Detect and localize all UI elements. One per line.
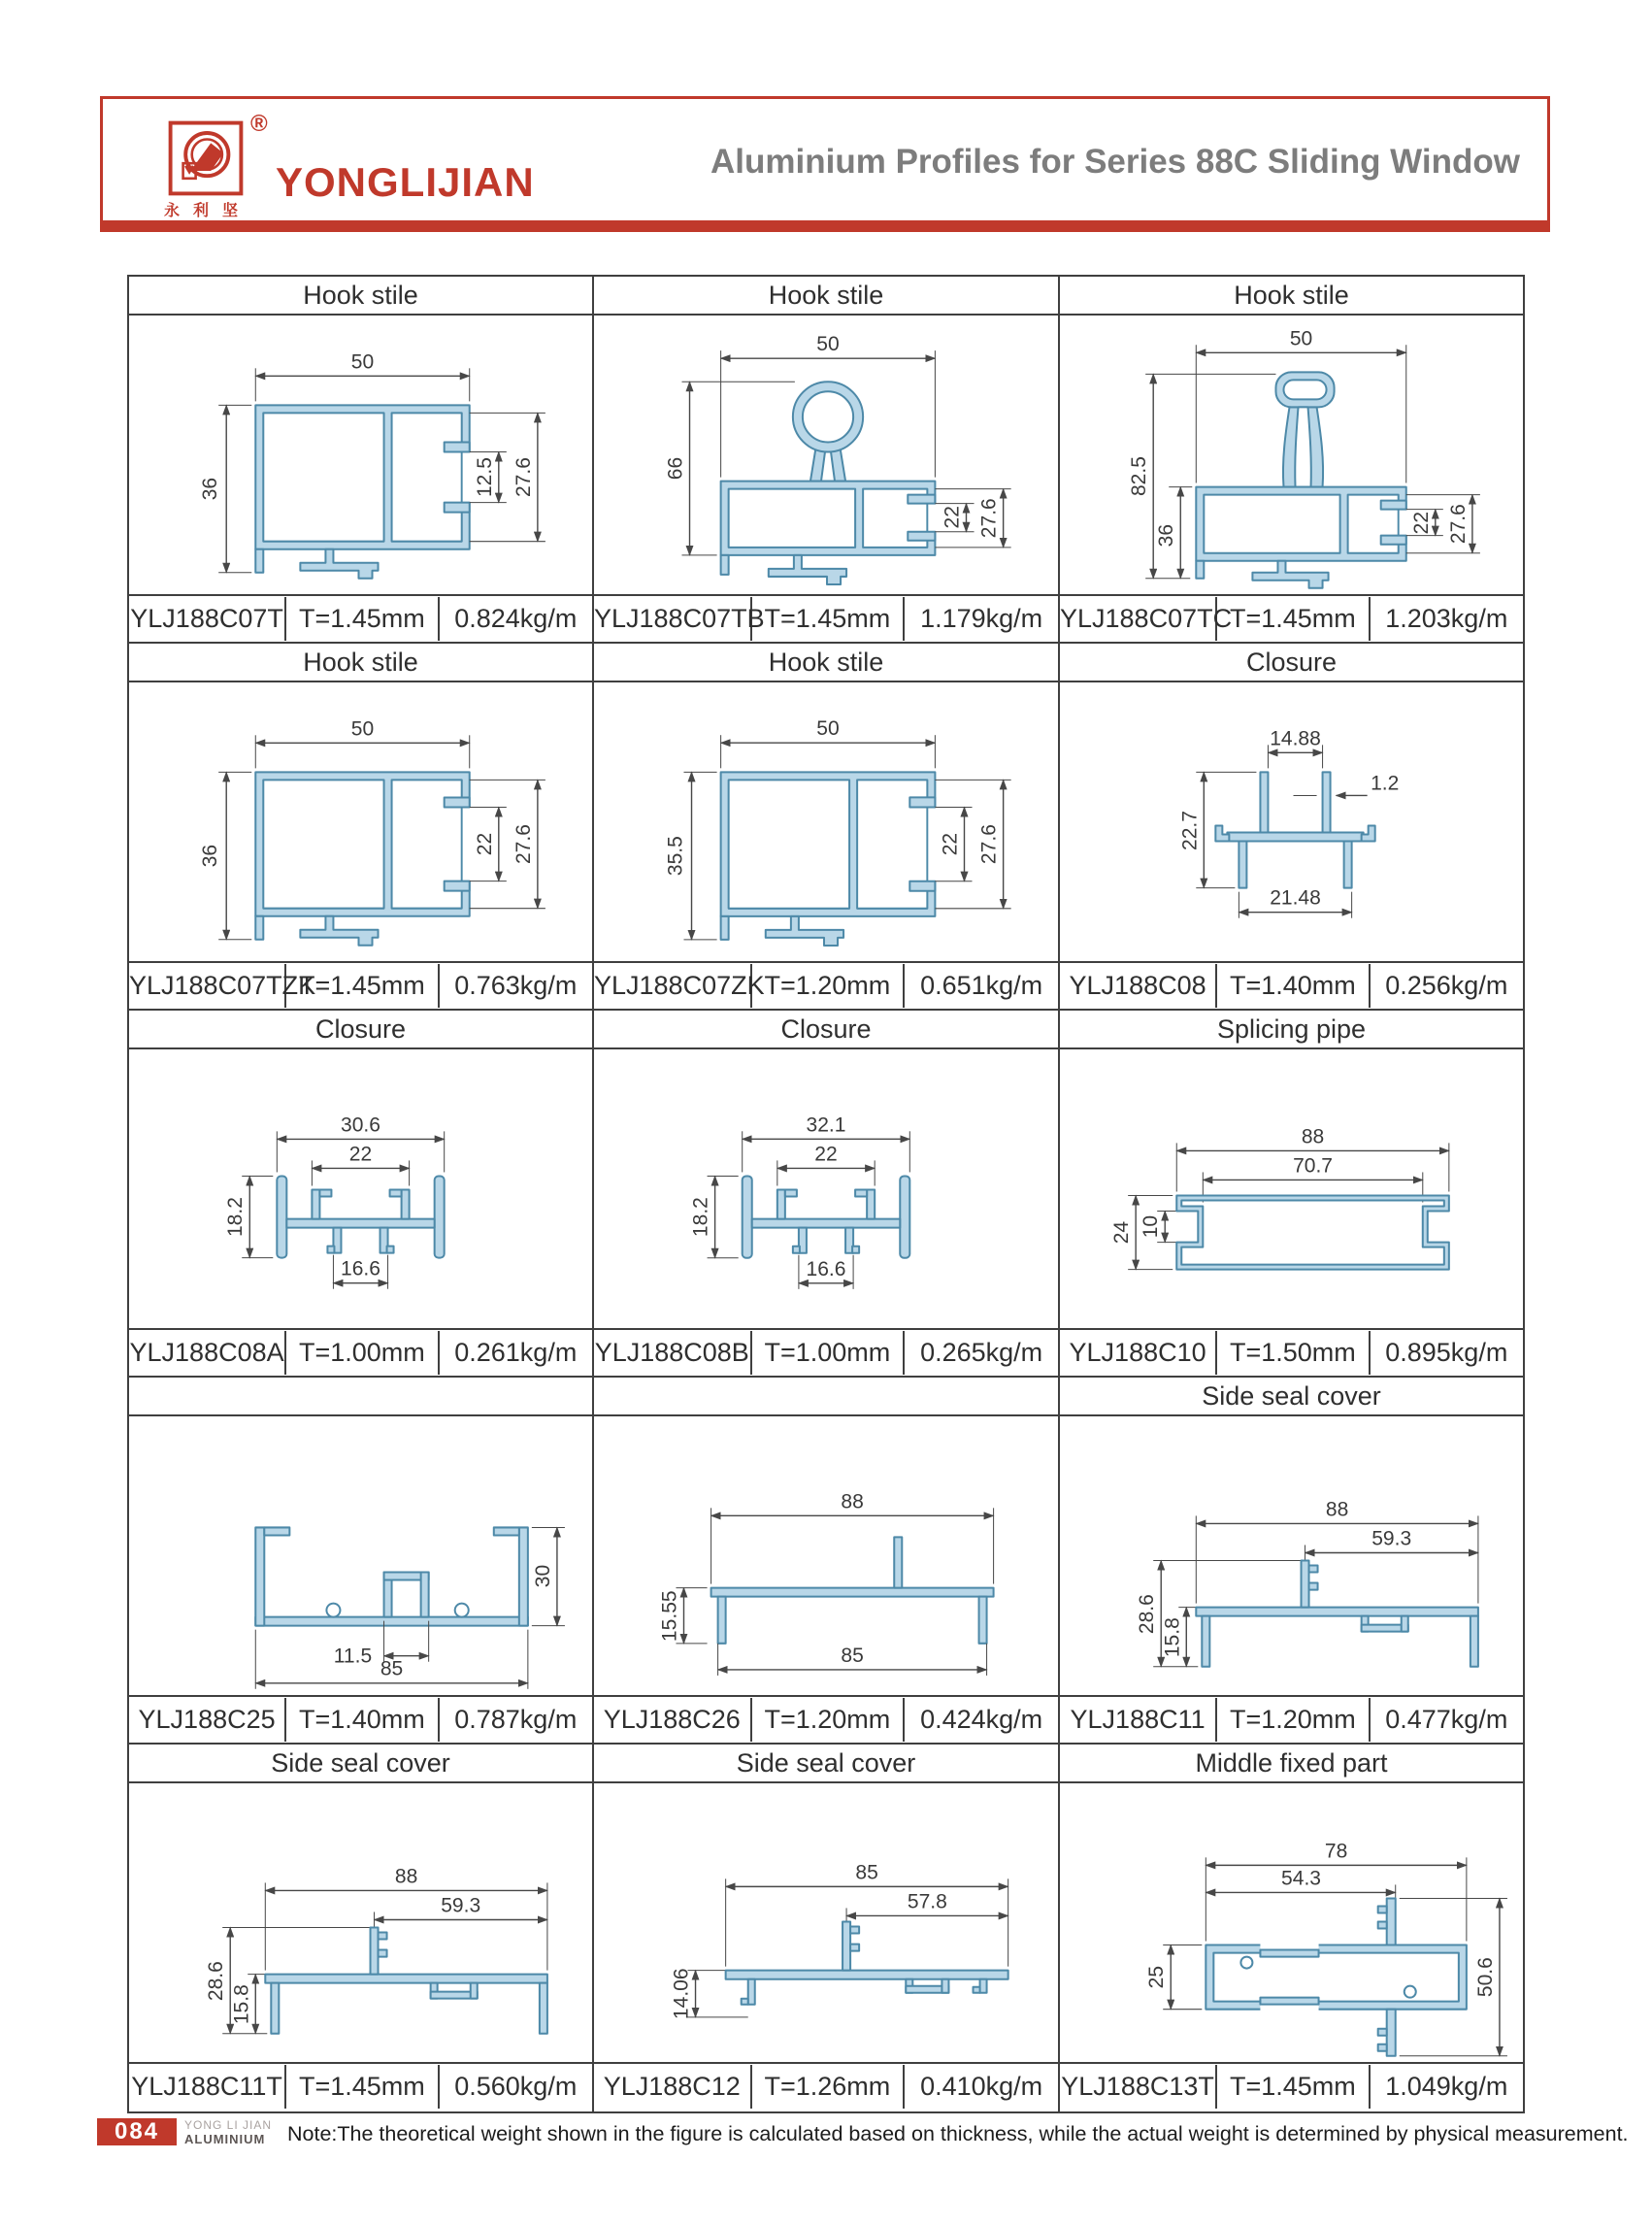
svg-text:50: 50 — [816, 717, 840, 741]
profile-title: Hook stile — [594, 277, 1058, 316]
profile-info — [594, 2062, 1058, 2110]
profile-card — [129, 1378, 594, 1745]
svg-text:25: 25 — [1145, 1965, 1169, 1989]
profile-drawing — [129, 316, 592, 594]
thickness: T=1.45mm — [286, 597, 439, 641]
profile-title: Hook stile — [594, 644, 1058, 682]
profile-drawing — [594, 682, 1058, 961]
weight: 1.049kg/m — [1385, 2072, 1508, 2101]
profile-drawing — [129, 682, 592, 961]
profile-title — [129, 1378, 592, 1416]
svg-text:85: 85 — [841, 1644, 864, 1667]
svg-text:22: 22 — [473, 832, 496, 856]
thickness: T=1.45mm — [1217, 2065, 1370, 2109]
svg-text:54.3: 54.3 — [1281, 1867, 1321, 1890]
weight: 0.895kg/m — [1385, 1338, 1508, 1367]
model-code: YLJ188C10 — [1060, 1331, 1217, 1375]
weight: 1.179kg/m — [920, 604, 1043, 633]
svg-text:22.7: 22.7 — [1178, 811, 1202, 850]
thickness: T=1.50mm — [1217, 1331, 1370, 1375]
profile-title: Side seal cover — [129, 1745, 592, 1783]
weight: 0.787kg/m — [454, 1705, 578, 1734]
brand-wordmark: YONGLIJIAN — [276, 159, 535, 205]
profile-title: Side seal cover — [1060, 1378, 1523, 1416]
profile-info — [1060, 594, 1523, 642]
profile-drawing — [1060, 682, 1523, 961]
svg-text:27.6: 27.6 — [1446, 504, 1470, 545]
header-box — [100, 96, 1550, 223]
profile-card — [594, 277, 1060, 644]
svg-text:88: 88 — [1301, 1125, 1325, 1148]
profile-info — [129, 594, 592, 642]
weight: 1.203kg/m — [1385, 604, 1508, 633]
svg-text:35.5: 35.5 — [664, 836, 687, 877]
profile-drawing — [594, 316, 1058, 594]
svg-text:18.2: 18.2 — [224, 1197, 248, 1238]
profile-title: Hook stile — [129, 277, 592, 316]
profile-drawing — [594, 1049, 1058, 1328]
thickness: T=1.40mm — [286, 1698, 439, 1742]
svg-text:21.48: 21.48 — [1270, 886, 1321, 910]
model-code: YLJ188C07TB — [594, 597, 752, 641]
svg-text:88: 88 — [841, 1490, 864, 1513]
profile-info — [1060, 2062, 1523, 2110]
svg-text:50: 50 — [350, 717, 375, 741]
svg-text:50: 50 — [1289, 327, 1313, 350]
profile-info — [1060, 961, 1523, 1009]
profile-card — [129, 1011, 594, 1378]
svg-text:27.6: 27.6 — [977, 824, 1001, 865]
profile-drawing — [129, 1416, 592, 1695]
profile-card — [594, 1011, 1060, 1378]
svg-text:15.8: 15.8 — [1161, 1617, 1184, 1658]
profile-title: Hook stile — [1060, 277, 1523, 316]
profile-title: Closure — [1060, 644, 1523, 682]
profile-title: Hook stile — [129, 644, 592, 682]
profile-title — [594, 1378, 1058, 1416]
model-code: YLJ188C07TZK — [129, 964, 286, 1008]
svg-text:27.6: 27.6 — [512, 824, 535, 865]
svg-text:50.6: 50.6 — [1473, 1957, 1497, 1998]
svg-text:82.5: 82.5 — [1128, 456, 1151, 497]
page-title: Aluminium Profiles for Series 88C Sliding Window — [710, 143, 1520, 181]
brand-chinese: 永利坚 — [164, 203, 252, 219]
weight: 0.477kg/m — [1385, 1705, 1508, 1734]
svg-text:88: 88 — [394, 1865, 418, 1888]
model-code: YLJ188C07ZK — [594, 964, 752, 1008]
profile-card — [1060, 277, 1523, 644]
profile-drawing — [1060, 316, 1523, 594]
model-code: YLJ188C11T — [129, 2065, 286, 2109]
svg-text:28.6: 28.6 — [1136, 1594, 1159, 1635]
profile-card — [1060, 1011, 1523, 1378]
footer-brand-line1: YONG LI JIAN — [184, 2118, 273, 2132]
svg-text:85: 85 — [855, 1861, 878, 1884]
svg-text:66: 66 — [664, 456, 687, 481]
profile-info — [594, 1695, 1058, 1743]
profile-info — [594, 1328, 1058, 1376]
svg-text:36: 36 — [1155, 523, 1178, 548]
profile-drawing — [129, 1783, 592, 2062]
svg-text:22: 22 — [348, 1143, 373, 1166]
weight: 0.410kg/m — [920, 2072, 1043, 2101]
svg-text:14.88: 14.88 — [1270, 727, 1321, 750]
profile-info — [129, 2062, 592, 2110]
thickness: T=1.45mm — [286, 2065, 439, 2109]
profile-card — [129, 277, 594, 644]
weight: 0.265kg/m — [920, 1338, 1043, 1367]
svg-text:70.7: 70.7 — [1293, 1154, 1334, 1178]
profile-title: Splicing pipe — [1060, 1011, 1523, 1049]
profile-drawing — [594, 1783, 1058, 2062]
profile-info — [1060, 1328, 1523, 1376]
svg-text:22: 22 — [814, 1143, 838, 1166]
thickness: T=1.20mm — [1217, 1698, 1370, 1742]
weight: 0.824kg/m — [454, 604, 578, 633]
weight: 0.256kg/m — [1385, 971, 1508, 1000]
profile-drawing — [1060, 1416, 1523, 1695]
svg-text:36: 36 — [199, 477, 222, 501]
header-rule — [100, 223, 1550, 232]
weight: 0.763kg/m — [454, 971, 578, 1000]
svg-text:30.6: 30.6 — [341, 1114, 380, 1137]
model-code: YLJ188C25 — [129, 1698, 286, 1742]
weight: 0.560kg/m — [454, 2072, 578, 2101]
svg-text:12.5: 12.5 — [473, 457, 496, 498]
profile-card — [129, 1745, 594, 2111]
svg-text:28.6: 28.6 — [205, 1961, 228, 2002]
model-code: YLJ188C08 — [1060, 964, 1217, 1008]
svg-text:22: 22 — [941, 506, 964, 529]
svg-text:18.2: 18.2 — [689, 1197, 712, 1238]
profile-grid — [127, 275, 1525, 2113]
profile-info — [129, 1695, 592, 1743]
model-code: YLJ188C08B — [594, 1331, 752, 1375]
profile-title: Closure — [129, 1011, 592, 1049]
profile-card — [1060, 1745, 1523, 2111]
profile-card — [594, 1378, 1060, 1745]
svg-text:22: 22 — [1409, 511, 1433, 535]
footer-note: Note:The theoretical weight shown in the figure is calculated based on thickness, while the actual weight is determined by physical measurement. — [287, 2122, 1629, 2145]
thickness: T=1.20mm — [752, 964, 906, 1008]
profile-info — [1060, 1695, 1523, 1743]
profile-card — [1060, 644, 1523, 1011]
svg-text:59.3: 59.3 — [1371, 1527, 1412, 1550]
page-number-badge: 084 — [97, 2118, 177, 2145]
svg-text:57.8: 57.8 — [907, 1890, 947, 1913]
svg-text:15.55: 15.55 — [658, 1590, 681, 1643]
profile-card — [1060, 1378, 1523, 1745]
weight: 0.261kg/m — [454, 1338, 578, 1367]
svg-text:50: 50 — [350, 350, 375, 374]
profile-card — [594, 644, 1060, 1011]
svg-text:24: 24 — [1110, 1220, 1134, 1245]
svg-text:15.8: 15.8 — [230, 1984, 253, 2025]
thickness: T=1.26mm — [752, 2065, 906, 2109]
footer-brand-line2: ALUMINIUM — [184, 2132, 266, 2146]
svg-text:16.6: 16.6 — [341, 1257, 380, 1280]
model-code: YLJ188C13T — [1060, 2065, 1217, 2109]
svg-text:10: 10 — [1140, 1214, 1163, 1239]
profile-title: Middle fixed part — [1060, 1745, 1523, 1783]
svg-text:27.6: 27.6 — [977, 498, 1001, 539]
profile-info — [594, 961, 1058, 1009]
model-code: YLJ188C12 — [594, 2065, 752, 2109]
model-code: YLJ188C07TC — [1060, 597, 1217, 641]
svg-text:32.1: 32.1 — [806, 1114, 846, 1137]
model-code: YLJ188C26 — [594, 1698, 752, 1742]
model-code: YLJ188C08A — [129, 1331, 286, 1375]
svg-text:88: 88 — [1325, 1498, 1349, 1521]
svg-text:59.3: 59.3 — [441, 1894, 481, 1917]
profile-info — [594, 594, 1058, 642]
profile-info — [129, 961, 592, 1009]
thickness: T=1.40mm — [1217, 964, 1370, 1008]
svg-text:36: 36 — [199, 844, 222, 868]
model-code: YLJ188C11 — [1060, 1698, 1217, 1742]
svg-text:78: 78 — [1324, 1840, 1348, 1863]
brand-logo-icon — [166, 120, 246, 196]
profile-drawing — [594, 1416, 1058, 1695]
registered-mark: ® — [250, 111, 268, 137]
svg-text:30: 30 — [531, 1564, 554, 1588]
svg-text:11.5: 11.5 — [333, 1645, 373, 1668]
profile-drawing — [129, 1049, 592, 1328]
thickness: T=1.45mm — [1217, 597, 1370, 641]
weight: 0.424kg/m — [920, 1705, 1043, 1734]
svg-text:1.2: 1.2 — [1371, 772, 1400, 795]
profile-card — [594, 1745, 1060, 2111]
profile-title: Closure — [594, 1011, 1058, 1049]
svg-text:22: 22 — [939, 832, 962, 856]
svg-text:16.6: 16.6 — [806, 1257, 846, 1280]
svg-text:50: 50 — [816, 333, 840, 356]
svg-text:27.6: 27.6 — [512, 457, 535, 498]
thickness: T=1.45mm — [752, 597, 906, 641]
model-code: YLJ188C07T — [129, 597, 286, 641]
thickness: T=1.00mm — [752, 1331, 906, 1375]
svg-text:85: 85 — [380, 1657, 404, 1680]
thickness: T=1.45mm — [286, 964, 439, 1008]
profile-card — [129, 644, 594, 1011]
svg-text:14.06: 14.06 — [670, 1968, 693, 2020]
profile-info — [129, 1328, 592, 1376]
profile-drawing — [1060, 1049, 1523, 1328]
thickness: T=1.00mm — [286, 1331, 439, 1375]
profile-drawing — [1060, 1783, 1523, 2062]
thickness: T=1.20mm — [752, 1698, 906, 1742]
profile-title: Side seal cover — [594, 1745, 1058, 1783]
weight: 0.651kg/m — [920, 971, 1043, 1000]
